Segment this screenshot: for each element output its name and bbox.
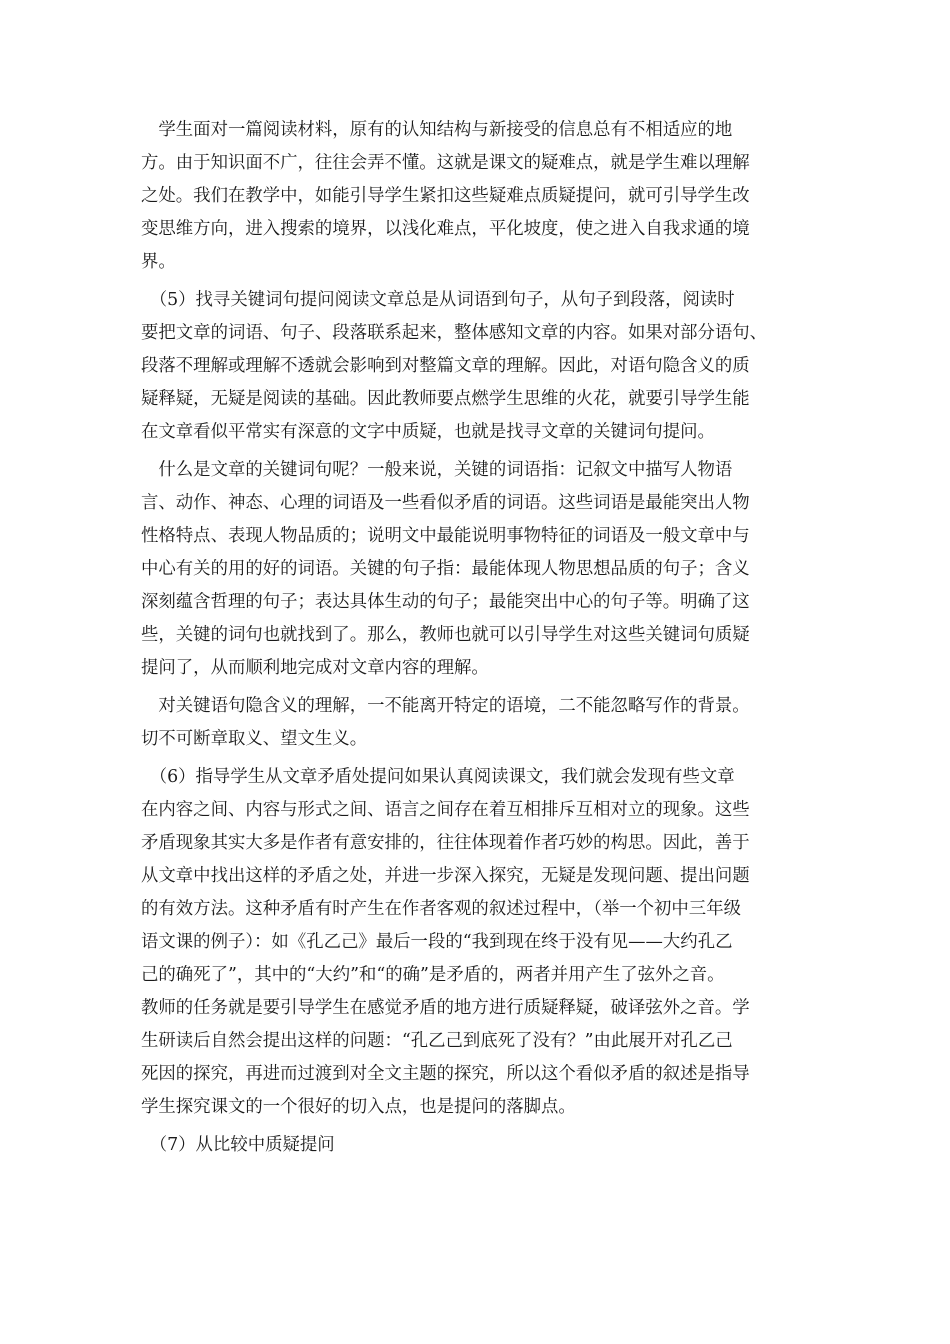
text-line: 段落不理解或理解不透就会影响到对整篇文章的理解。因此，对语句隐含义的质 [141, 356, 750, 376]
text-line: 学生探究课文的一个很好的切入点，也是提问的落脚点。 [141, 1097, 576, 1117]
text-line: 教师的任务就是要引导学生在感觉矛盾的地方进行质疑释疑，破译弦外之音。学 [141, 998, 750, 1018]
text-line: 什么是文章的关键词句呢？一般来说，关键的词语指：记叙文中描写人物语 [141, 460, 733, 480]
text-line: 之处。我们在教学中，如能引导学生紧扣这些疑难点质疑提问，就可引导学生改 [141, 186, 750, 206]
text-line: 性格特点、表现人物品质的；说明文中最能说明事物特征的词语及一般文章中与 [141, 526, 750, 546]
text-line: 切不可断章取义、望文生义。 [141, 729, 368, 749]
text-line: 的有效方法。这种矛盾有时产生在作者客观的叙述过程中，（举一个初中三年级 [141, 899, 741, 919]
text-line: 生研读后自然会提出这样的问题：“孔乙己到底死了没有？”由此展开对孔乙己 [141, 1031, 733, 1051]
text-line: 界。 [141, 252, 176, 272]
text-line: 疑释疑，无疑是阅读的基础。因此教师要点燃学生思维的火花，就要引导学生能 [141, 389, 750, 409]
text-line: 些，关键的词句也就找到了。那么，教师也就可以引导学生对这些关键词句质疑 [141, 625, 750, 645]
text-line: 对关键语句隐含义的理解，一不能离开特定的语境，二不能忽略写作的背景。 [141, 696, 750, 716]
text-line: 中心有关的用的好的词语。关键的句子指：最能体现人物思想品质的句子；含义 [141, 559, 750, 579]
text-line: 矛盾现象其实大多是作者有意安排的，往往体现着作者巧妙的构思。因此，善于 [141, 833, 750, 853]
text-line: 在内容之间、内容与形式之间、语言之间存在着互相排斥互相对立的现象。这些 [141, 800, 750, 820]
text-line: 从文章中找出这样的矛盾之处，并进一步深入探究，无疑是发现问题、提出问题 [141, 866, 750, 886]
text-line: 要把文章的词语、句子、段落联系起来，整体感知文章的内容。如果对部分语句、 [141, 323, 768, 343]
text-line: 己的确死了”，其中的“大约”和“的确”是矛盾的，两者并用产生了弦外之音。 [141, 965, 725, 985]
text-line: 学生面对一篇阅读材料，原有的认知结构与新接受的信息总有不相适应的地 [141, 120, 733, 140]
text-line: 死因的探究，再进而过渡到对全文主题的探究，所以这个看似矛盾的叙述是指导 [141, 1064, 750, 1084]
text-line: （5）找寻关键词句提问阅读文章总是从词语到句子，从句子到段落，阅读时 [141, 290, 735, 310]
text-line: （6）指导学生从文章矛盾处提问如果认真阅读课文，我们就会发现有些文章 [141, 767, 735, 787]
text-line: 语文课的例子）：如《孔乙己》最后一段的“我到现在终于没有见——大约孔乙 [141, 932, 733, 952]
text-line: 深刻蕴含哲理的句子；表达具体生动的句子；最能突出中心的句子等。明确了这 [141, 592, 750, 612]
text-line: （7）从比较中质疑提问 [141, 1135, 335, 1155]
text-line: 言、动作、神态、心理的词语及一些看似矛盾的词语。这些词语是最能突出人物 [141, 493, 750, 513]
text-line: 在文章看似平常实有深意的文字中质疑，也就是找寻文章的关键词句提问。 [141, 422, 715, 442]
document-body [141, 114, 821, 1162]
text-line: 提问了，从而顺利地完成对文章内容的理解。 [141, 658, 489, 678]
text-line: 方。由于知识面不广，往往会弄不懂。这就是课文的疑难点，就是学生难以理解 [141, 153, 750, 173]
text-line: 变思维方向，进入搜索的境界，以浅化难点，平化坡度，使之进入自我求通的境 [141, 219, 750, 239]
